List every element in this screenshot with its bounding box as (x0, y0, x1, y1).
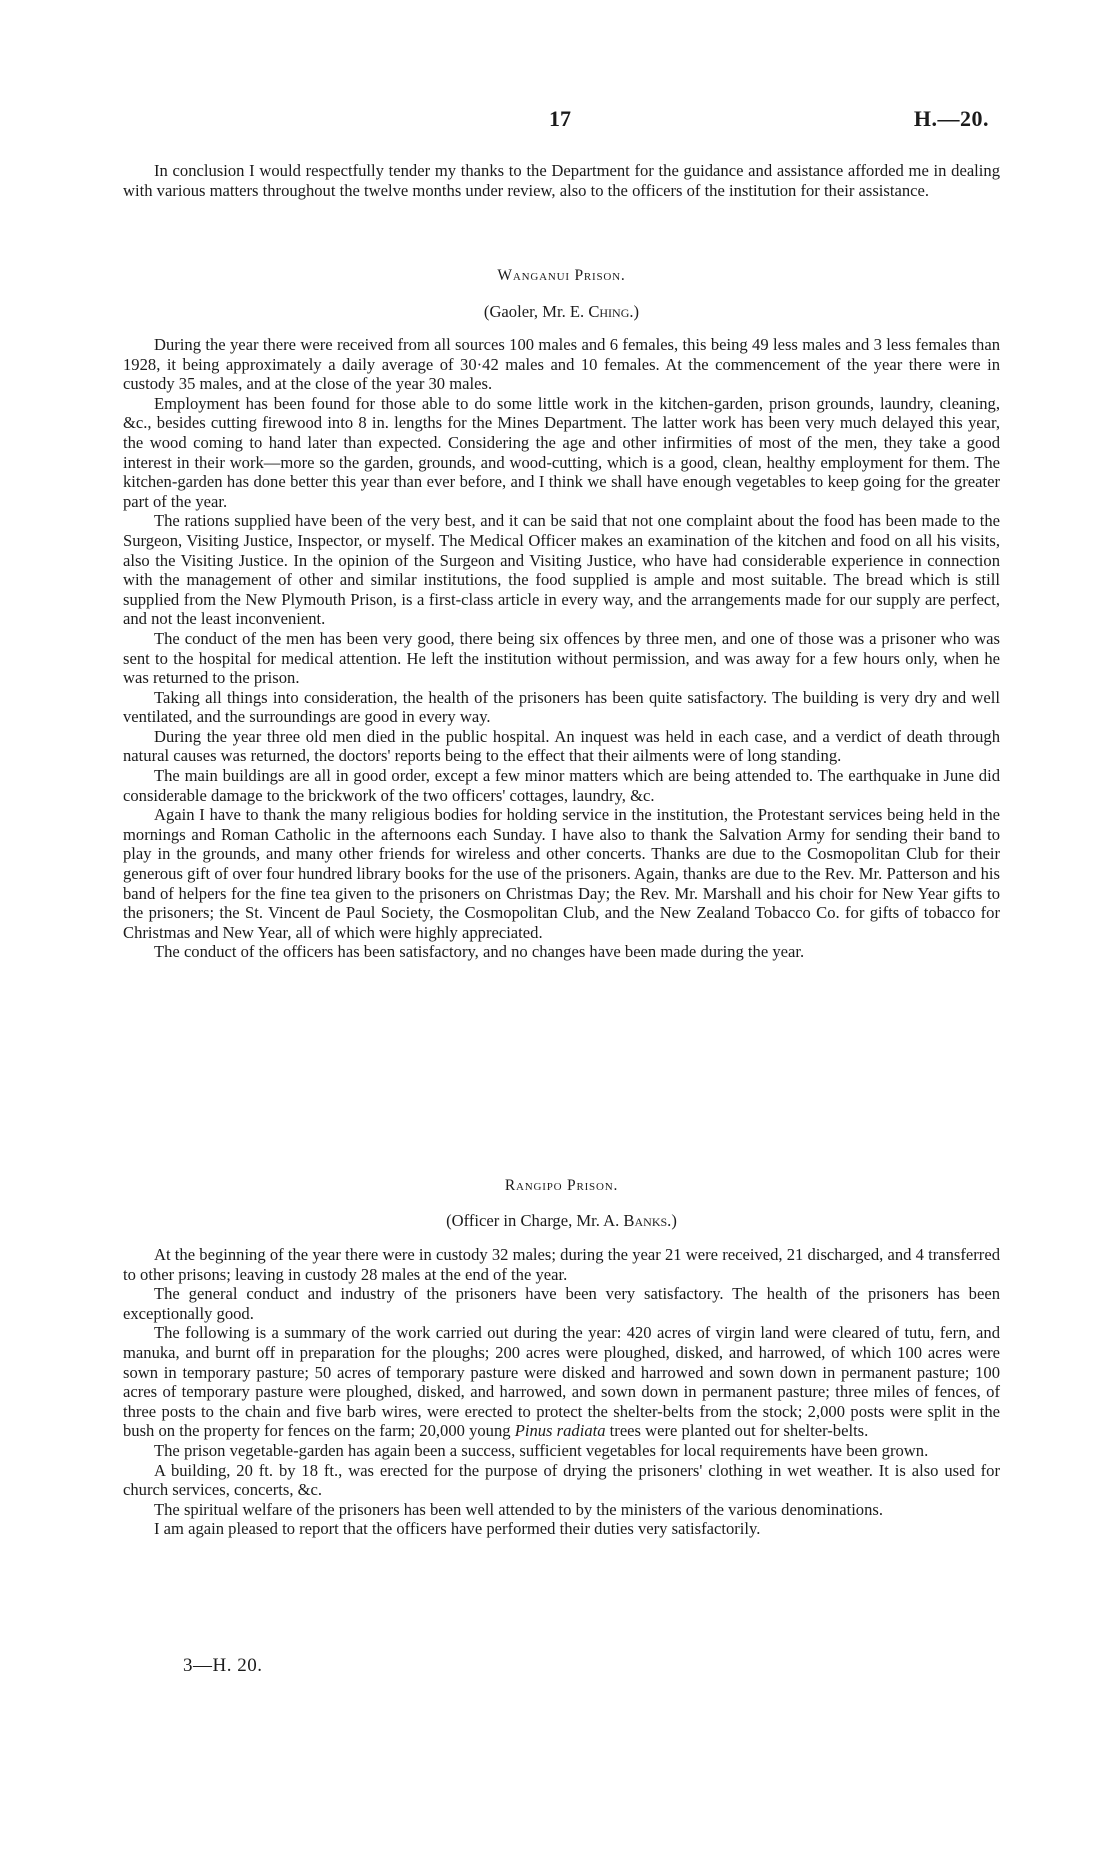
wanganui-paragraph: During the year there were received from all sources 100 males and 6 females, this being 49 less males and 3 less females than 1928, it being approximately a daily average of 30·42 males and 10 females. At the commencement of the year there were in custody 35 males, and at the close of the year 30 males. (123, 335, 1000, 394)
wanganui-gaoler-line (123, 302, 1000, 322)
wanganui-paragraph: The main buildings are all in good order, except a few minor matters which are being attended to. The earthquake in June did considerable damage to the brickwork of the two officers' cottages, laundry, &c. (123, 766, 1000, 805)
wanganui-paragraph: Taking all things into consideration, the health of the prisoners has been quite satisfactory. The building is very dry and well ventilated, and the surroundings are good in every way. (123, 687, 1000, 727)
intro-section (123, 161, 1000, 200)
rangipo-paragraph: The spiritual welfare of the prisoners has been well attended to by the ministers of the various denominations. (154, 1499, 884, 1519)
gaoler-name: Ching (588, 302, 630, 321)
rangipo-section (123, 1245, 1000, 1539)
wanganui-paragraph: The conduct of the men has been very good, there being six offences by three men, and one of those was a prisoner who was sent to the hospital for medical attention. He left the institution without permission, and was away for a few hours only, when he was returned to the prison. (123, 628, 1000, 688)
rangipo-paragraph (123, 1323, 1000, 1441)
officer-name: Banks (623, 1211, 668, 1230)
wanganui-paragraph: The rations supplied have been of the very best, and it can be said that not one complaint about the food has been made to the Surgeon, Visiting Justice, Inspector, or myself. The Medical Officer makes an examination of the kitchen and food on all his visits, also the Visiting Justice. In the opinion of the Surgeon and Visiting Justice, who have had considerable experience in connection with the management of other and similar institutions, the food supplied is ample and most suitable. The bread which is still supplied from the New Plymouth Prison, is a first-class article in every way, and the arrangements made for our supply are perfect, and not the least inconvenient. (123, 511, 1000, 629)
wanganui-paragraph: Employment has been found for those able to do some little work in the kitchen-garden, prison grounds, laundry, cleaning, &c., besides cutting firewood into 8 in. lengths for the Mines Department. The latter work has been very much delayed this year, the wood coming to hand later than expected. Considering the age and other infirmities of most of the men, they take a good interest in their work—more so the garden, grounds, and wood-cutting, which is a good, clean, healthy employment for them. The kitchen-garden has done better this year than ever before, and I think we shall have enough vegetables to keep going for the greater part of the year. (123, 393, 1000, 511)
document-reference: H.—20. (913, 106, 989, 131)
rangipo-work-text-end: trees were planted out for shelter-belts. (605, 1421, 869, 1441)
rangipo-paragraph: A building, 20 ft. by 18 ft., was erected for the purpose of drying the prisoners' clothing in wet weather. It is also used for church services, concerts, &c. (123, 1460, 1000, 1500)
rangipo-heading: Rangipo Prison. (504, 1177, 619, 1194)
wanganui-heading: Wanganui Prison. (497, 267, 626, 284)
rangipo-paragraph: At the beginning of the year there were in custody 32 males; during the year 21 were received, 21 discharged, and 4 transferred to other prisons; leaving in custody 28 males at the end of the year. (123, 1245, 1000, 1284)
rangipo-paragraph: The general conduct and industry of the prisoners have been very satisfactory. The health of the prisoners has been exceptionally good. (123, 1284, 1000, 1323)
officer-suffix: .) (667, 1211, 677, 1230)
signature-mark: 3—H. 20. (183, 1655, 263, 1676)
wanganui-paragraph: The conduct of the officers has been satisfactory, and no changes have been made during the year. (154, 942, 805, 962)
gaoler-prefix: (Gaoler, Mr. E. (483, 302, 589, 321)
gaoler-suffix: .) (629, 302, 640, 321)
wanganui-section (123, 335, 1000, 962)
rangipo-work-text: The following is a summary of the work carried out during the year: 420 acres of virgin land were cleared of tutu, fern, and manuka, and burnt off in preparation for the ploughs; 200 acres were ploughed, disked, and harrowed, of which 100 acres were sown in temporary pasture; 50 acres of temporary pasture were disked and harrowed and sown down in permanent pasture; 100 acres of temporary pasture were ploughed, disked, and harrowed, and sown down in permanent pasture; three miles of fences, of three posts to the chain and five barb wires, were erected to protect the shelter-belts from the stock; 2,000 posts were split in the bush on the property for fences on the farm; 20,000 young (123, 1323, 1000, 1441)
wanganui-paragraph: Again I have to thank the many religious bodies for holding service in the institution, the Protestant services being held in the mornings and Roman Catholic in the afternoons each Sunday. I have also to thank the Salvation Army for sending their band to play in the grounds, and many other friends for wireless and other concerts. Thanks are due to the Cosmopolitan Club for their generous gift of over four hundred library books for the use of the prisoners. Again, thanks are due to the Rev. Mr. Patterson and his band of helpers for the fine tea given to the prisoners on Christmas Day; the Rev. Mr. Marshall and his choir for New Year gifts to the prisoners; the St. Vincent de Paul Society, the Cosmopolitan Club, and the New Zealand Tobacco Co. for gifts of tobacco for Christmas and New Year, all of which were highly appreciated. (123, 805, 1000, 942)
officer-prefix: (Officer in Charge, Mr. A. (446, 1211, 624, 1230)
intro-paragraph: In conclusion I would respectfully tender my thanks to the Department for the guidance and assistance afforded me in dealing with various matters throughout the twelve months under review, also to the officers of the institution for their assistance. (123, 161, 1000, 200)
wanganui-paragraph: During the year three old men died in the public hospital. An inquest was held in each case, and a verdict of death through natural causes was returned, the doctors' reports being to the effect that their ailments were of long standing. (123, 726, 1000, 766)
page-number: 17 (549, 106, 571, 131)
rangipo-paragraph: The prison vegetable-garden has again been a success, sufficient vegetables for local requirements have been grown. (154, 1440, 929, 1460)
rangipo-paragraph: I am again pleased to report that the officers have performed their duties very satisfactorily. (154, 1519, 761, 1539)
pinus-radiata-text: Pinus radiata (514, 1421, 606, 1441)
rangipo-officer-line (123, 1211, 1000, 1231)
